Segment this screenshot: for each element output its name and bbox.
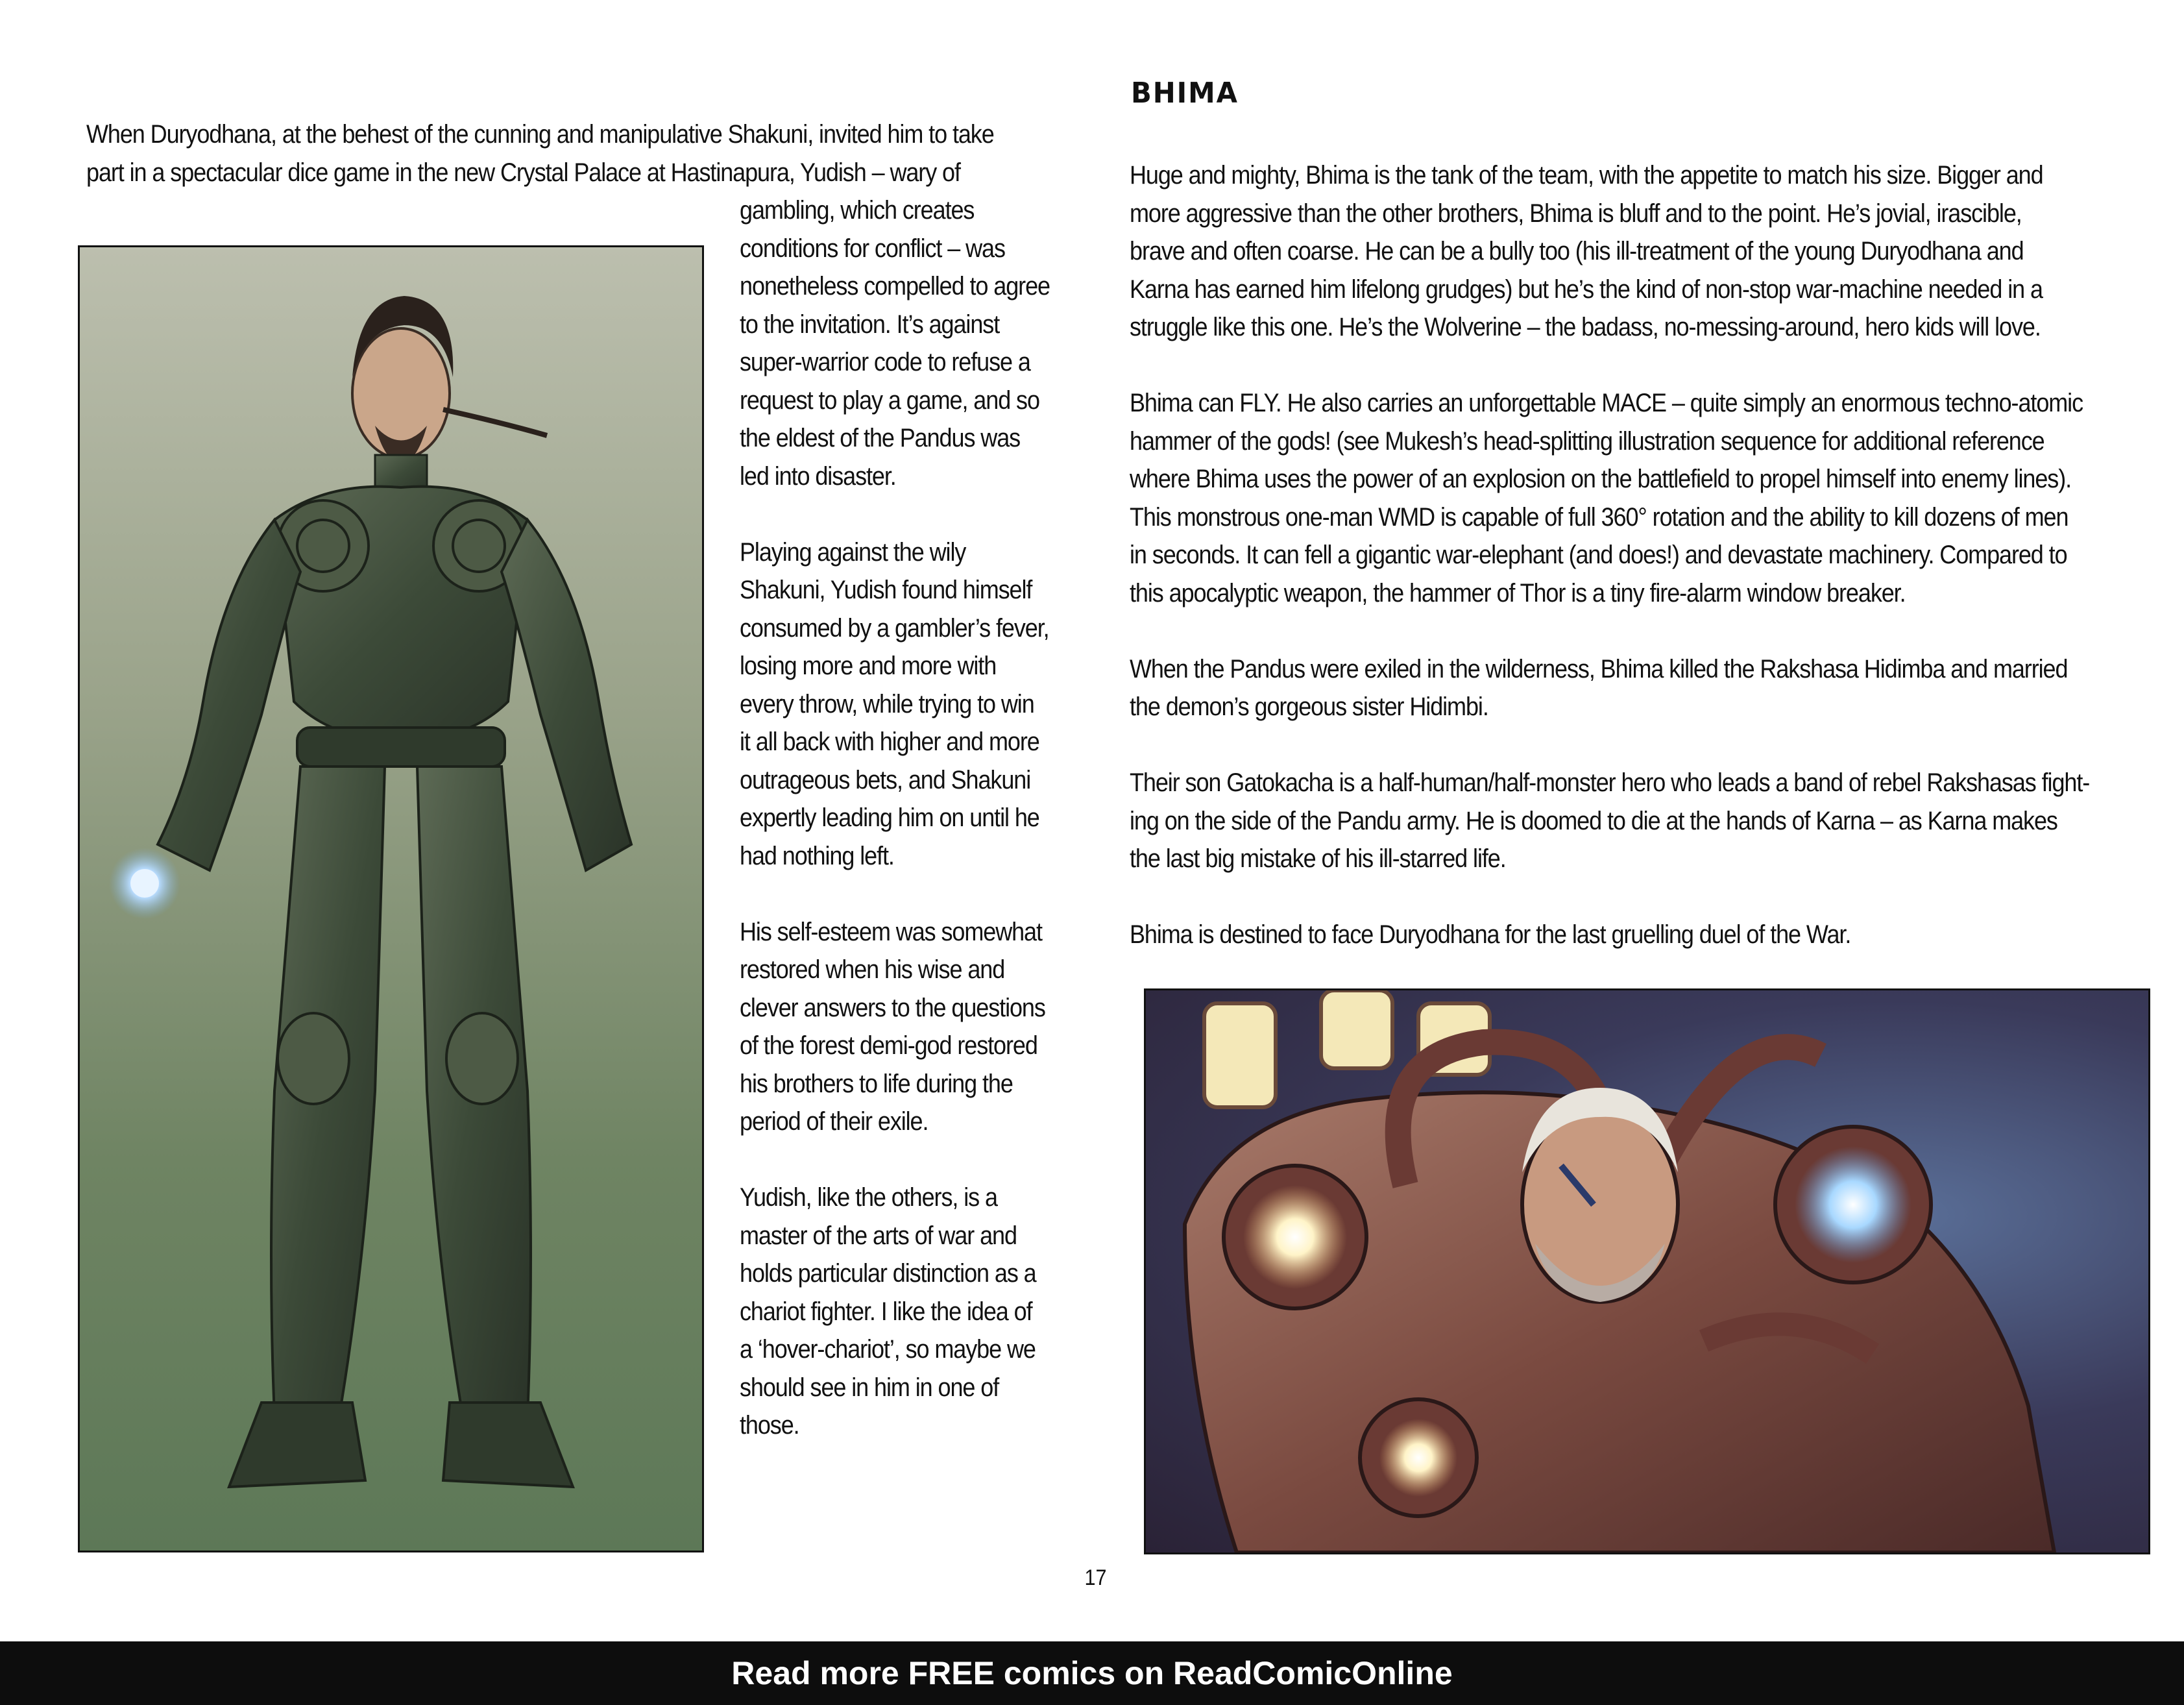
text-line: in seconds. It can fell a gigantic war-elephant (and does!) and devastate machinery. Compared to bbox=[1130, 541, 2067, 569]
text-line: brave and often coarse. He can be a bully too (his ill-treatment of the young Duryodhana and bbox=[1130, 237, 2024, 265]
text-line: part in a spectacular dice game in the new Crystal Palace at Hastinapura, Yudish – wary of bbox=[86, 158, 960, 187]
text-line: holds particular distinction as a bbox=[740, 1259, 1036, 1288]
text-line: the eldest of the Pandus was bbox=[740, 424, 1021, 452]
text-line: Yudish, like the others, is a bbox=[740, 1183, 997, 1212]
text-line: request to play a game, and so bbox=[740, 386, 1039, 415]
text-line: chariot fighter. I like the idea of bbox=[740, 1297, 1032, 1326]
text-line: super-warrior code to refuse a bbox=[740, 348, 1030, 376]
text-line: it all back with higher and more bbox=[740, 728, 1039, 756]
text-line: master of the arts of war and bbox=[740, 1221, 1017, 1250]
text-line: his brothers to life during the bbox=[740, 1069, 1013, 1098]
text-line: This monstrous one-man WMD is capable of full 360° rotation and the ability to kill dozens of men bbox=[1130, 502, 2069, 532]
footer-banner[interactable] bbox=[0, 1641, 2184, 1705]
text-line: gambling, which creates bbox=[740, 196, 975, 225]
text-line: should see in him in one of bbox=[740, 1373, 999, 1402]
text-line: ing on the side of the Pandu army. He is doomed to die at the hands of Karna – as Karna makes bbox=[1130, 806, 2057, 835]
text-line: Karna has earned him lifelong grudges) but he’s the kind of non-stop war-machine needed in a bbox=[1130, 275, 2043, 304]
text-line: led into disaster. bbox=[740, 461, 896, 491]
text-line: those. bbox=[740, 1411, 799, 1440]
text-line: period of their exile. bbox=[740, 1107, 928, 1136]
text-line: every throw, while trying to win bbox=[740, 689, 1034, 718]
text-line: consumed by a gambler’s fever, bbox=[740, 613, 1049, 643]
text-line: had nothing left. bbox=[740, 841, 894, 870]
text-line: When the Pandus were exiled in the wilderness, Bhima killed the Rakshasa Hidimba and married bbox=[1130, 654, 2068, 683]
section-heading: BHIMA bbox=[1131, 77, 1239, 110]
text-line: When Duryodhana, at the behest of the cunning and manipulative Shakuni, invited him to take bbox=[86, 120, 994, 149]
text-line: Their son Gatokacha is a half-human/half-monster hero who leads a band of rebel Rakshasas fight- bbox=[1130, 768, 2090, 797]
text-line: Playing against the wily bbox=[740, 537, 966, 567]
text-line: Huge and mighty, Bhima is the tank of the team, with the appetite to match his size. Bigger and bbox=[1130, 161, 2043, 190]
bhima-text-column bbox=[1130, 156, 2089, 954]
text-line: struggle like this one. He’s the Wolverine – the badass, no-messing-around, hero kids will love. bbox=[1130, 313, 2041, 341]
text-line: where Bhima uses the power of an explosion on the battlefield to propel himself into enemy lines). bbox=[1130, 465, 2072, 493]
intro-paragraph bbox=[86, 116, 994, 191]
text-line: Shakuni, Yudish found himself bbox=[740, 576, 1032, 604]
text-line: outrageous bets, and Shakuni bbox=[740, 765, 1031, 794]
yudish-armor-illustration bbox=[78, 245, 704, 1552]
text-line: clever answers to the questions bbox=[740, 993, 1045, 1022]
text-line: conditions for conflict – was bbox=[740, 234, 1005, 263]
text-line: losing more and more with bbox=[740, 652, 997, 680]
text-line: more aggressive than the other brothers, Bhima is bluff and to the point. He’s jovial, irascible, bbox=[1130, 199, 2022, 228]
text-line: to the invitation. It’s against bbox=[740, 310, 1000, 339]
text-line: restored when his wise and bbox=[740, 955, 1005, 984]
text-line: this apocalyptic weapon, the hammer of Thor is a tiny fire-alarm window breaker. bbox=[1130, 578, 1906, 607]
text-line: Bhima is destined to face Duryodhana for the last gruelling duel of the War. bbox=[1130, 920, 1851, 949]
text-line: a ‘hover-chariot’, so maybe we bbox=[740, 1335, 1036, 1364]
text-line: of the forest demi-god restored bbox=[740, 1031, 1037, 1060]
text-line: His self-esteem was somewhat bbox=[740, 917, 1042, 946]
text-line: the last big mistake of his ill-starred life. bbox=[1130, 844, 1506, 873]
page-number: 17 bbox=[1084, 1565, 1107, 1590]
text-line: Bhima can FLY. He also carries an unforgettable MACE – quite simply an enormous techno-atomic bbox=[1130, 389, 2083, 417]
bhima-armor-illustration bbox=[1144, 988, 2150, 1554]
yudish-text-column bbox=[740, 191, 1050, 1445]
text-line: the demon’s gorgeous sister Hidimbi. bbox=[1130, 693, 1488, 721]
text-line: expertly leading him on until he bbox=[740, 803, 1039, 832]
text-line: hammer of the gods! (see Mukesh’s head-splitting illustration sequence for additional reference bbox=[1130, 426, 2044, 456]
footer-banner-text[interactable]: Read more FREE comics on ReadComicOnline bbox=[731, 1655, 1453, 1691]
text-line: nonetheless compelled to agree bbox=[740, 272, 1050, 301]
